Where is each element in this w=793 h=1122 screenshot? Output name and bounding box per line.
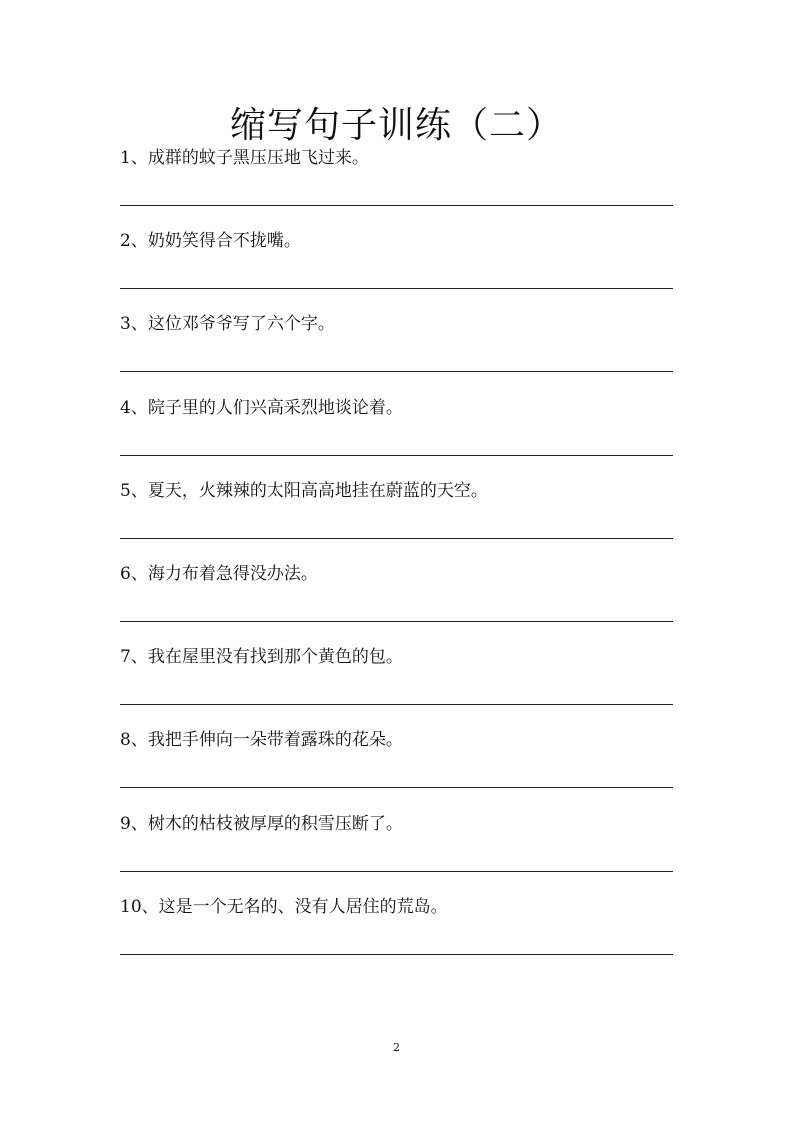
question-text: 5、夏天，火辣辣的太阳高高地挂在蔚蓝的天空。 [120,480,488,501]
question-item [120,806,673,889]
answer-line[interactable] [120,288,673,289]
question-item [120,722,673,805]
question-text: 7、我在屋里没有找到那个黄色的包。 [120,647,403,668]
answer-line[interactable] [120,455,673,456]
answer-line[interactable] [120,954,673,955]
question-item [120,639,673,722]
answer-line[interactable] [120,205,673,206]
answer-line[interactable] [120,871,673,872]
answer-line[interactable] [120,538,673,539]
question-text: 6、海力布着急得没办法。 [120,563,318,584]
question-list [120,140,673,972]
page-title: 缩写句子训练（二） [229,105,563,147]
question-text: 2、奶奶笑得合不拢嘴。 [120,231,301,252]
question-item [120,473,673,556]
question-item [120,889,673,972]
answer-line[interactable] [120,371,673,372]
answer-line[interactable] [120,704,673,705]
question-item [120,390,673,473]
question-text: 1、成群的蚊子黑压压地飞过来。 [120,148,369,168]
answer-line[interactable] [120,621,673,622]
question-text: 8、我把手伸向一朵带着露珠的花朵。 [120,730,403,751]
question-item [120,556,673,639]
question-text: 3、这位邓爷爷写了六个字。 [120,314,335,335]
question-text: 10、这是一个无名的、没有人居住的荒岛。 [120,896,448,917]
question-text: 4、院子里的人们兴高采烈地谈论着。 [120,397,403,418]
question-item [120,140,673,223]
answer-line[interactable] [120,787,673,788]
page-number: 2 [393,1041,400,1054]
question-item [120,306,673,389]
question-text: 9、树木的枯枝被厚厚的积雪压断了。 [120,813,403,834]
question-item [120,223,673,306]
